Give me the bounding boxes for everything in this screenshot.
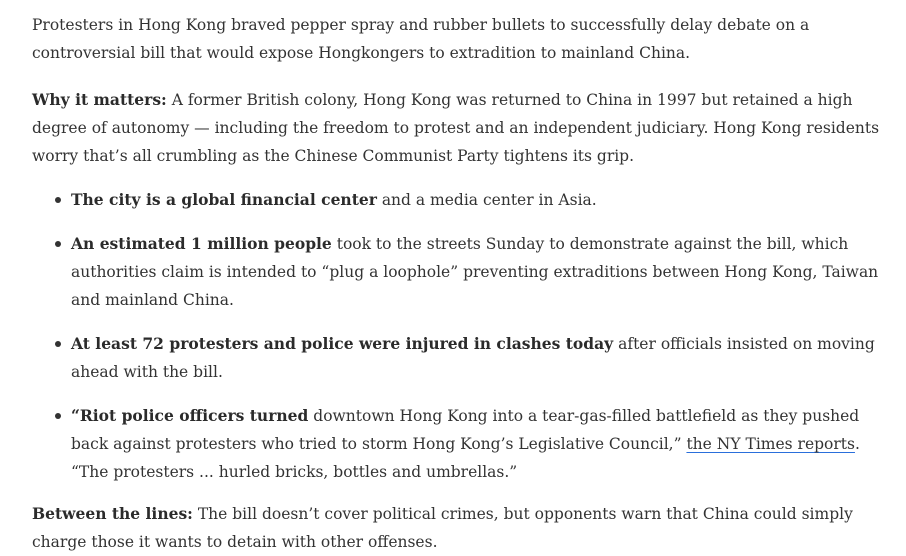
between-the-lines-text: The bill doesn’t cover political crimes, but opponents warn that China could simply charge those it wants to detain with other offenses. [32, 505, 853, 551]
bullet-bold-text: “Riot police officers turned [71, 406, 309, 425]
list-item [32, 402, 886, 486]
bullet-bold-text: At least 72 protesters and police were injured in clashes today [71, 334, 614, 353]
bullet-bold-text: An estimated 1 million people [71, 234, 332, 253]
bullet-dot-icon [55, 413, 61, 419]
intro-paragraph [32, 11, 886, 67]
why-it-matters-paragraph [32, 86, 886, 170]
between-the-lines-paragraph [32, 500, 886, 556]
between-the-lines-label: Between the lines: [32, 504, 193, 523]
intro-text: Protesters in Hong Kong braved pepper spray and rubber bullets to successfully delay debate on a controversial bill that would expose Hongkongers to extradition to mainland China. [32, 16, 810, 62]
bullet-text: and a media center in Asia. [376, 191, 597, 209]
list-item [32, 230, 886, 314]
nytimes-link[interactable]: the NY Times reports [686, 435, 855, 453]
bullet-bold-text: The city is a global financial center [71, 190, 377, 209]
why-it-matters-label: Why it matters: [32, 90, 167, 109]
list-item [32, 330, 886, 386]
bullet-text: downtown Hong Kong into a tear-gas-filled battlefield as they pushed back against protesters who tried to storm Hong Kong’s Legislative Council,” [71, 407, 860, 453]
bullet-dot-icon [55, 197, 61, 203]
bullet-dot-icon [55, 341, 61, 347]
bullet-list [32, 186, 886, 486]
bullet-text: after officials insisted on moving ahead with the bill. [71, 335, 875, 381]
bullet-text: took to the streets Sunday to demonstrate against the bill, which authorities claim is intended to “plug a loophole” preventing extraditions between Hong Kong, Taiwan and mainland China. [71, 235, 879, 309]
bullet-dot-icon [55, 241, 61, 247]
list-item [32, 186, 886, 214]
bullet-text-after-link: . “The protesters ... hurled bricks, bottles and umbrellas.” [71, 435, 860, 481]
why-it-matters-text: A former British colony, Hong Kong was returned to China in 1997 but retained a high degree of autonomy — including the freedom to protest and an independent judiciary. Hong Kong residents worry that’s all crumbling as the Chinese Communist Party tightens its grip. [32, 91, 880, 165]
